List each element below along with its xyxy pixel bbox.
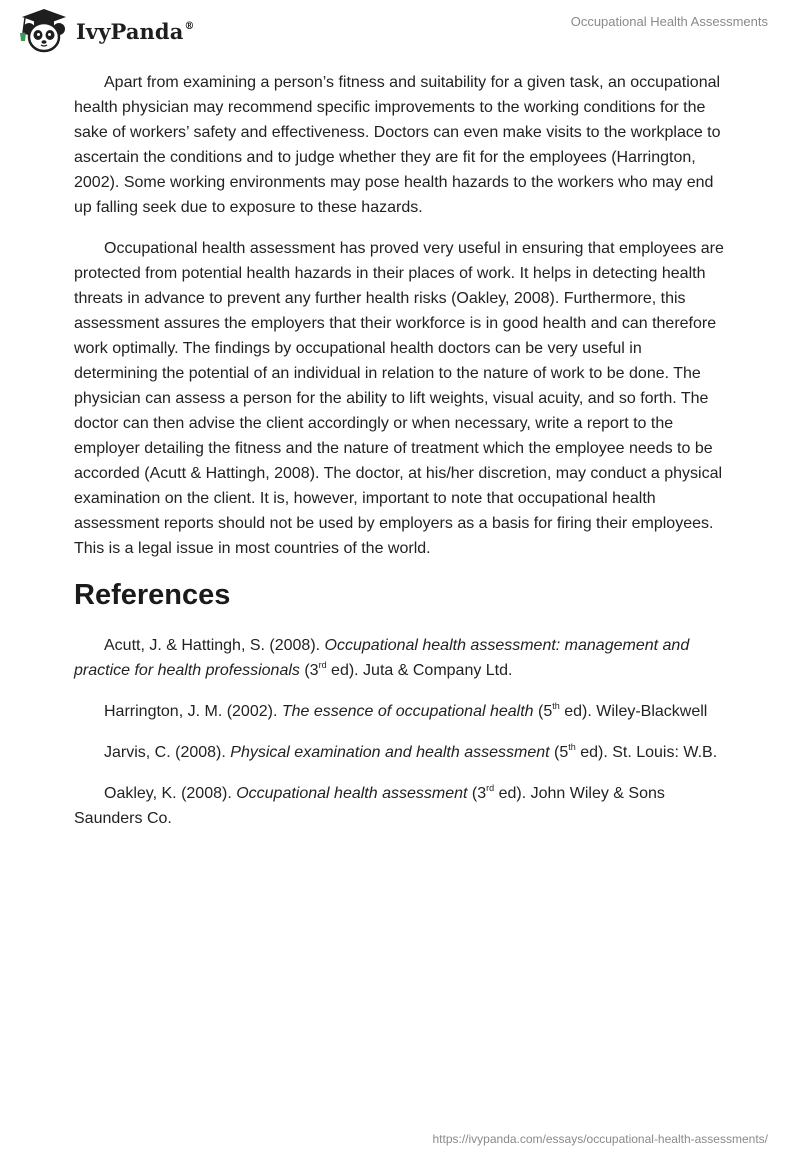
body-paragraph-1: Apart from examining a person’s fitness and suitability for a given task, an occupational health physician may recommend specific improvements to the working conditions for the sake of workers’ safety and effectiveness. Doctors can even make visits to the workplace to ascertain the conditions and to judge whether they are fit for the employees (Harrington, 2002). Some working environments may pose health hazards to the workers who may end up falling seek due to exposure to these hazards. [74,74,721,216]
body-paragraph-2: Occupational health assessment has proved very useful in ensuring that employees are protected from potential health hazards in their places of work. It helps in detecting health threats in advance to prevent any further health risks (Oakley, 2008). Furthermore, this assessment assures the employers that their workforce is in good health and can therefore work optimally. The findings by occupational health doctors can be very useful in determining the potential of an individual in relation to the nature of work to be done. The physician can assess a person for the ability to lift weights, visual acuity, and so forth. The doctor can then advise the client accordingly or when necessary, write a report to the employer detailing the fitness and the nature of treatment which the employee needs to be accorded (Acutt & Hattingh, 2008). The doctor, at his/her discretion, may conduct a physical examination on the client. It is, however, important to note that occupational health assessment reports should not be used by employers as a basis for firing their employees. This is a legal issue in most countries of the world. [74,240,724,557]
reference-title: Occupational health assessment [236,785,468,802]
page-header [0,0,800,60]
reference-item-jarvis: Jarvis, C. (2008). Physical examination and health assessment (5th ed). St. Louis: W.B. [104,741,718,761]
source-url-link[interactable]: https://ivypanda.com/essays/occupational-health-assessments/ [432,1132,768,1146]
document-title: Occupational Health Assessments [570,14,768,29]
brand-name: IvyPanda® [76,18,195,44]
registered-mark: ® [184,20,195,32]
essay-content [74,70,726,847]
reference-title: The essence of occupational health [281,703,534,720]
reference-item-harrington: Harrington, J. M. (2002). The essence of occupational health (5th ed). Wiley-Blackwell [104,700,708,720]
reference-title: Occupational health assessment: management and practice for health professionals [74,637,690,679]
brand-logo[interactable] [14,8,204,52]
reference-title: Physical examination and health assessment [230,744,550,761]
reference-item-acutt: Acutt, J. & Hattingh, S. (2008). Occupational health assessment: management and practice for health professionals (3rd ed). Juta & Company Ltd. [74,637,690,679]
references-heading: References [74,579,231,611]
reference-item-oakley: Oakley, K. (2008). Occupational health assessment (3rd ed). John Wiley & Sons Saunders Co. [74,782,665,827]
panda-graduate-icon [14,7,74,53]
